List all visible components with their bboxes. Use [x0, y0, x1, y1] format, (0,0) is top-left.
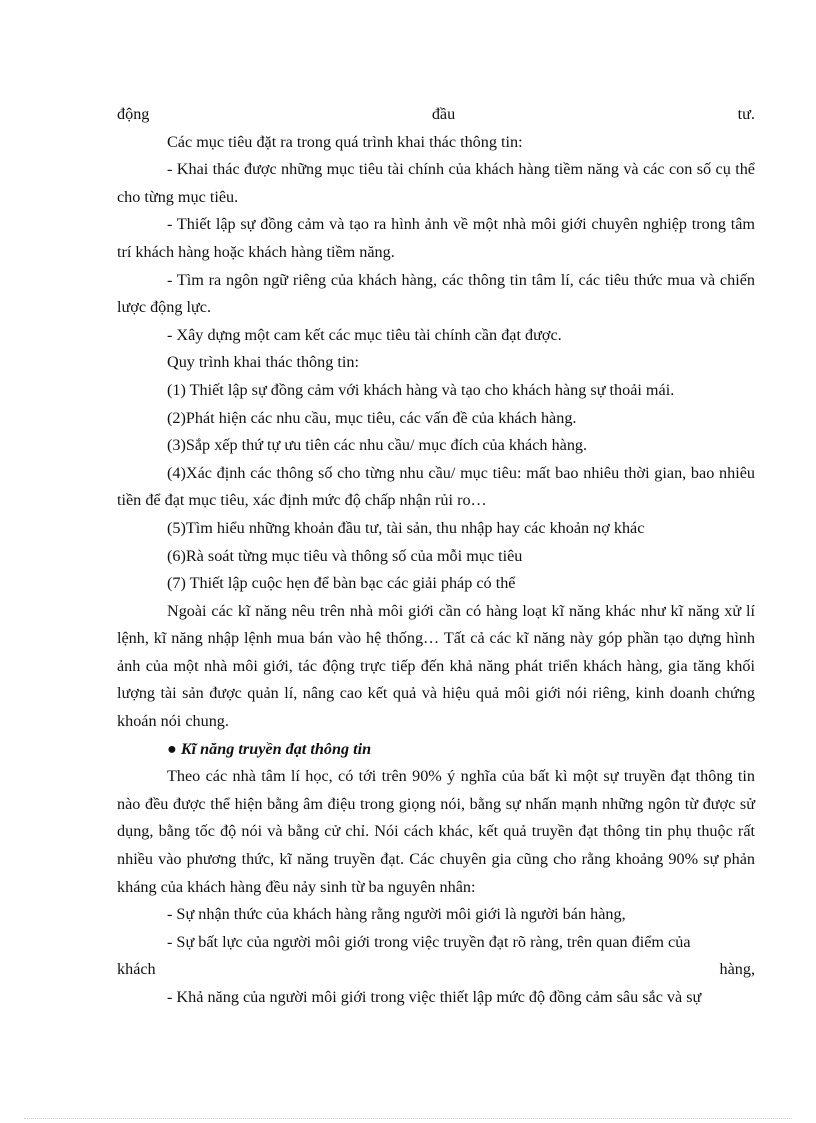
- objectives-title: Các mục tiêu đặt ra trong quá trình khai thác thông tin:: [167, 132, 523, 151]
- step-6: (6)Rà soát từng mục tiêu và thông số của mỗi mục tiêu: [167, 546, 523, 565]
- skills-paragraph: Ngoài các kĩ năng nêu trên nhà môi giới cần có hàng loạt kĩ năng khác như kĩ năng xử lí lệnh, kĩ năng nhập lệnh mua bán vào hệ thống… Tất cả các kĩ năng này góp phần tạo dựng hình ảnh của một nhà môi giới, tác động trực tiếp đến khả năng phát triển khách hàng, gia tăng khối lượng tài sản được quản lí, nâng cao kết quả và hiệu quả môi giới nói riêng, kinh doanh chứng khoán nói chung.: [117, 601, 755, 731]
- word: tư.: [737, 105, 755, 123]
- first-line: [117, 101, 755, 129]
- page-bottom-border: [24, 1118, 792, 1119]
- objective-3: - Tìm ra ngôn ngữ riêng của khách hàng, các thông tin tâm lí, các tiêu thức mua và chiến lược động lực.: [117, 270, 755, 317]
- word: hàng,: [719, 960, 755, 979]
- process-title: Quy trình khai thác thông tin:: [167, 353, 359, 372]
- reason-2-continuation: [117, 956, 755, 984]
- reason-1: - Sự nhận thức của khách hàng rằng người môi giới là người bán hàng,: [167, 905, 626, 924]
- step-3: (3)Sắp xếp thứ tự ưu tiên các nhu cầu/ mục đích của khách hàng.: [167, 436, 588, 455]
- step-7: (7) Thiết lập cuộc hẹn để bàn bạc các giải pháp có thể: [167, 574, 516, 593]
- reason-2: - Sự bất lực của người môi giới trong việc truyền đạt rõ ràng, trên quan điểm của: [167, 932, 691, 951]
- step-2: (2)Phát hiện các nhu cầu, mục tiêu, các vấn đề của khách hàng.: [167, 408, 577, 427]
- step-5: (5)Tìm hiểu những khoản đầu tư, tài sản, thu nhập hay các khoản nợ khác: [167, 518, 645, 537]
- step-4: (4)Xác định các thông số cho từng nhu cầu/ mục tiêu: mất bao nhiêu thời gian, bao nhiêu tiền để đạt mục tiêu, xác định mức độ chấp nhận rủi ro…: [117, 463, 755, 510]
- section-heading: ● Kĩ năng truyền đạt thông tin: [167, 739, 372, 758]
- word: khách: [117, 960, 156, 979]
- reason-3: - Khả năng của người môi giới trong việc thiết lập mức độ đồng cảm sâu sắc và sự: [167, 988, 702, 1006]
- word: động: [117, 105, 150, 123]
- document-page: [117, 101, 755, 1012]
- communication-paragraph: Theo các nhà tâm lí học, có tới trên 90% ý nghĩa của bất kì một sự truyền đạt thông tin nào đều được thể hiện bằng âm điệu trong giọng nói, bằng sự nhấn mạnh những ngôn từ được sử dụng, bằng tốc độ nói và bằng cử chỉ. Nói cách khác, kết quả truyền đạt thông tin phụ thuộc rất nhiều vào phương thức, kĩ năng truyền đạt. Các chuyên gia cũng cho rằng khoảng 90% sự phản kháng của khách hàng đều nảy sinh từ ba nguyên nhân:: [117, 767, 755, 896]
- objective-1: - Khai thác được những mục tiêu tài chính của khách hàng tiềm năng và các con số cụ thể cho từng mục tiêu.: [117, 160, 755, 206]
- word: đầu: [431, 105, 456, 123]
- step-1: (1) Thiết lập sự đồng cảm với khách hàng và tạo cho khách hàng sự thoải mái.: [167, 380, 675, 399]
- objective-2: - Thiết lập sự đồng cảm và tạo ra hình ảnh về một nhà môi giới chuyên nghiệp trong tâm trí khách hàng hoặc khách hàng tiềm năng.: [117, 215, 755, 261]
- objective-4: - Xây dựng một cam kết các mục tiêu tài chính cần đạt được.: [167, 325, 562, 344]
